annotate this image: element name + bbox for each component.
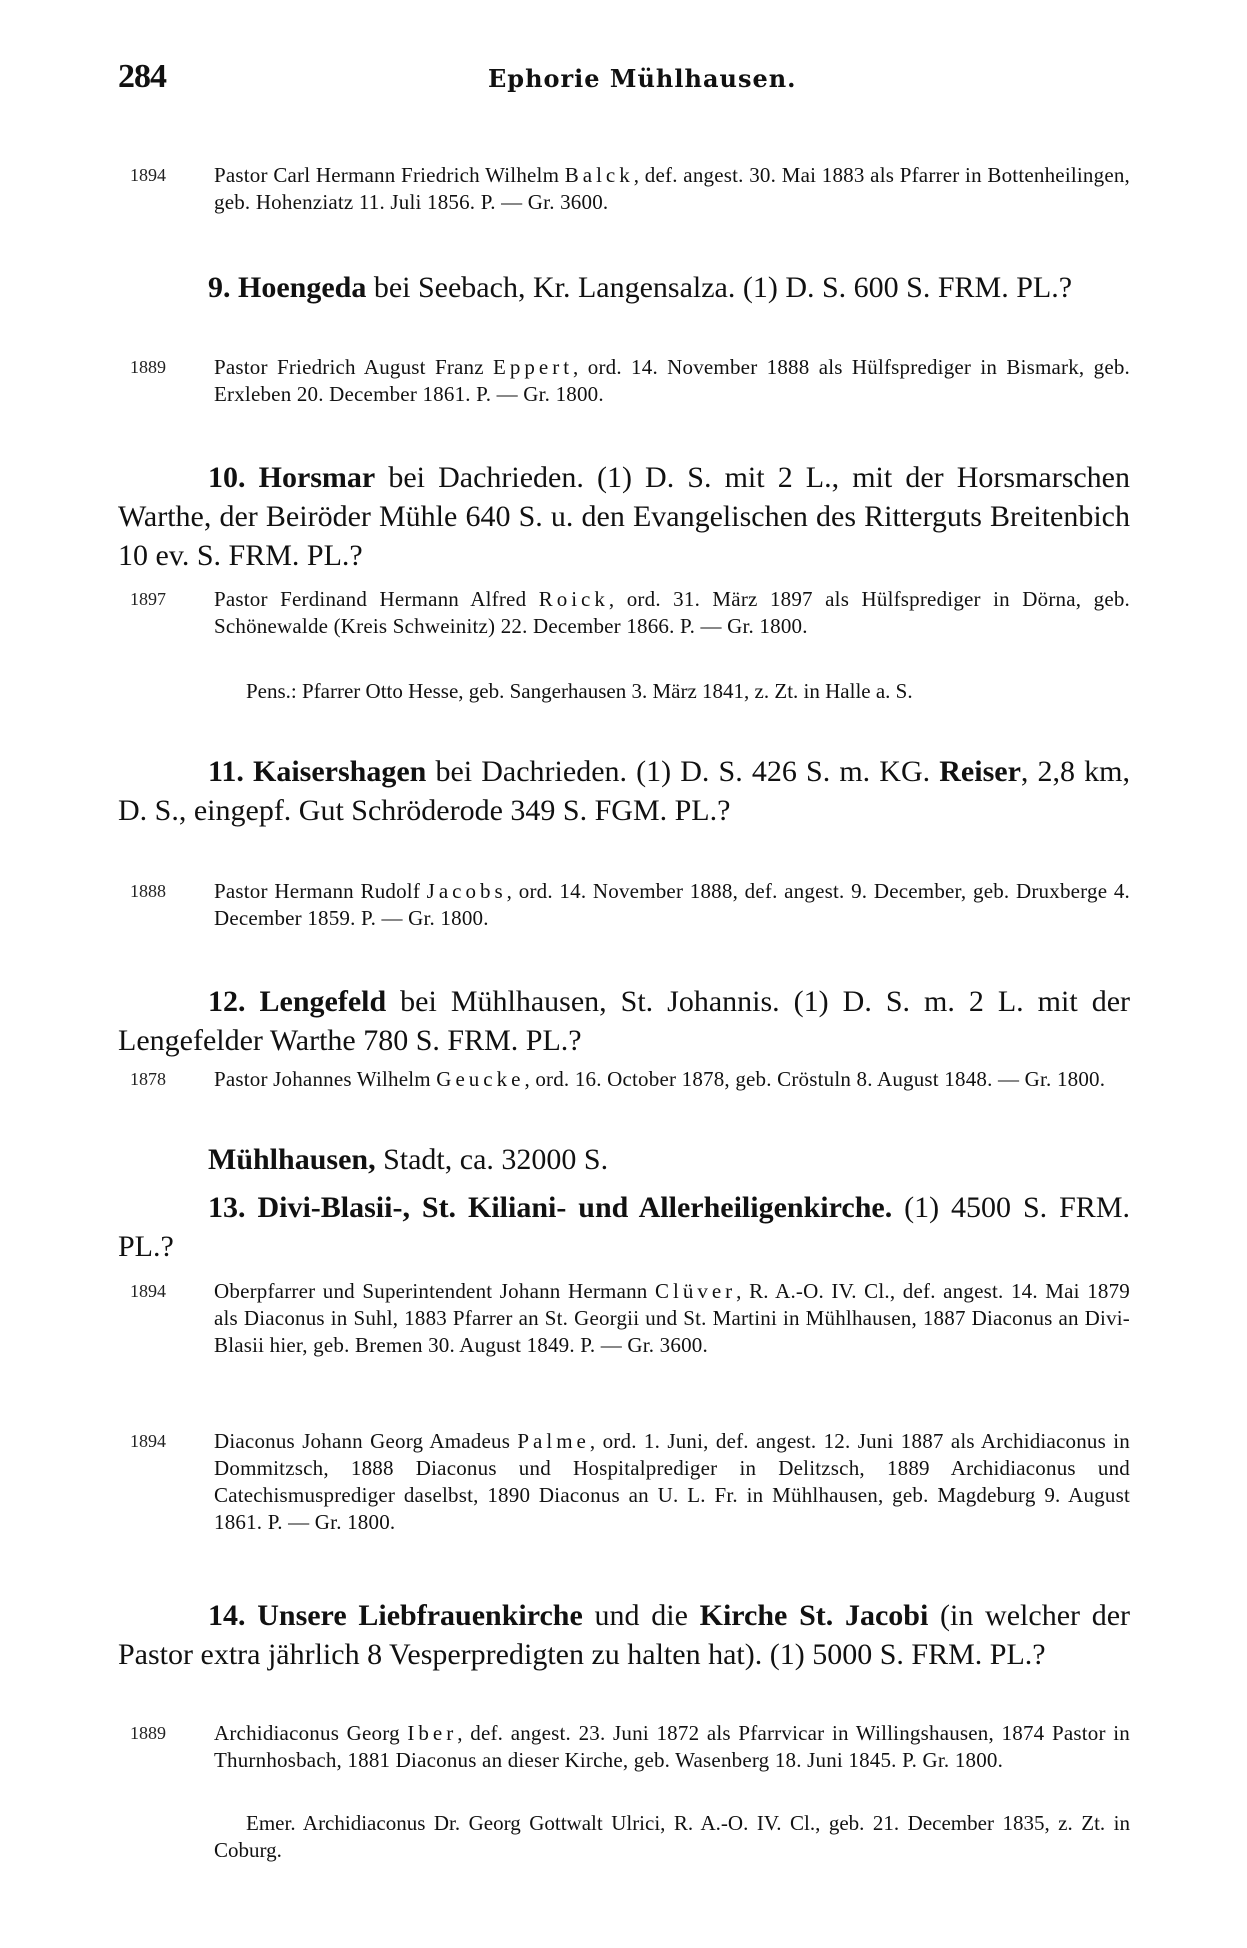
parish-name: Divi-Blasii-, St. Kiliani- und Allerheiligenkirche. (257, 1191, 893, 1224)
parish-heading (118, 1596, 1130, 1674)
clergy-name: Geucke (436, 1067, 525, 1091)
parish-name: Unsere Liebfrauenkirche (257, 1599, 583, 1632)
entry-year: 1878 (130, 1069, 166, 1089)
parish-number: 14. (208, 1599, 246, 1632)
clergy-name: Ulrici (611, 1811, 661, 1835)
entry-year: 1889 (130, 357, 166, 377)
city-description: Stadt, ca. 32000 S. (375, 1143, 609, 1176)
parish-heading (118, 752, 1130, 830)
entry-year: 1894 (130, 1431, 166, 1451)
parish-number: 13. (208, 1191, 246, 1224)
entry-text: Oberpfarrer und Superintendent Johann Hermann Clüver, R. A.-O. IV. Cl., def. angest. 14. Mai 1879 als Diaconus in Suhl, 1883 Pfarrer an St. Georgii und St. Martini in Mühlhausen, 1887 Diaconus an Divi-Blasii hier, geb. Bremen 30. August 1849. P. — Gr. 3600. (214, 1279, 1130, 1357)
parish-number: 9. (208, 271, 231, 304)
entry-year: 1897 (130, 589, 166, 609)
clergy-name: Roick (538, 587, 609, 611)
page-number: 284 (118, 58, 166, 95)
clergy-name: Clüver (655, 1279, 737, 1303)
parish-name: Horsmar (258, 461, 376, 494)
city-heading (208, 1140, 608, 1179)
parish-description: bei Dachrieden. (1) D. S. 426 S. m. KG. (426, 755, 940, 788)
parish-heading (118, 982, 1130, 1060)
entry-text: Pastor Hermann Rudolf Jacobs, ord. 14. November 1888, def. angest. 9. December, geb. Druxberge 4. December 1859. P. — Gr. 1800. (214, 879, 1130, 930)
parish-name: Kaisershagen (253, 755, 427, 788)
entry-year: 1894 (130, 165, 166, 185)
clergy-name: Palme (517, 1429, 590, 1453)
clergy-entry (118, 162, 1130, 216)
clergy-entry (118, 354, 1130, 408)
parish-description: bei Seebach, Kr. Langensalza. (1) D. S. 600 S. FRM. PL.? (366, 271, 1073, 304)
page-header (118, 58, 1138, 108)
parish-number: 12. (208, 985, 246, 1018)
parish-description: und die (582, 1599, 700, 1632)
pensioner-note: Pens.: Pfarrer Otto Hesse, geb. Sangerhausen 3. März 1841, z. Zt. in Halle a. S. (246, 679, 913, 703)
parish-heading (118, 458, 1130, 575)
clergy-entry (118, 1428, 1130, 1536)
entry-year: 1889 (130, 1723, 166, 1743)
city-name: Mühlhausen, (208, 1143, 376, 1176)
entry-text: Pastor Friedrich August Franz Eppert, ord. 14. November 1888 als Hülfsprediger in Bismark, geb. Erxleben 20. December 1861. P. — Gr. 1800. (214, 355, 1131, 406)
clergy-entry (118, 1720, 1130, 1774)
clergy-name: Hesse (408, 679, 459, 703)
clergy-entry (118, 878, 1130, 932)
entry-year: 1888 (130, 881, 166, 901)
entry-text: Pastor Johannes Wilhelm Geucke, ord. 16. October 1878, geb. Cröstuln 8. August 1848. — Gr. 1800. (214, 1067, 1106, 1091)
parish-name: Lengefeld (259, 985, 387, 1018)
parish-description: , 2,8 km, D. S., eingepf. Gut Schröderode 349 S. FGM. PL.? (118, 755, 1130, 827)
clergy-entry (118, 1278, 1130, 1359)
parish-description: (in welcher der Pastor extra jährlich 8 Vesperpredigten zu halten hat). (1) 5000 S. FRM. PL.? (118, 1599, 1131, 1671)
parish-heading (118, 268, 1130, 307)
parish-heading (118, 1188, 1130, 1266)
parish-name-secondary: Reiser (939, 755, 1021, 788)
entry-text: Pastor Ferdinand Hermann Alfred Roick, ord. 31. März 1897 als Hülfsprediger in Dörna, geb. Schönewalde (Kreis Schweinitz) 22. December 1866. P. — Gr. 1800. (214, 587, 1130, 638)
clergy-name: Balck (564, 163, 634, 187)
clergy-entry (118, 586, 1130, 640)
entry-text: Diaconus Johann Georg Amadeus Palme, ord. 1. Juni, def. angest. 12. Juni 1887 als Archidiaconus in Dommitzsch, 1888 Diaconus und Hospitalprediger in Delitzsch, 1889 Archidiaconus und Catechismusprediger daselbst, 1890 Diaconus an U. L. Fr. in Mühlhausen, geb. Magdeburg 9. August 1861. P. — Gr. 1800. (214, 1429, 1130, 1534)
entry-text: Archidiaconus Georg Iber, def. angest. 23. Juni 1872 als Pfarrvicar in Willingshausen, 1874 Pastor in Thurnhosbach, 1881 Diaconus an dieser Kirche, geb. Wasenberg 18. Juni 1845. P. Gr. 1800. (214, 1721, 1130, 1772)
parish-number: 11. (208, 755, 244, 788)
running-head: Ephorie Mühlhausen. (488, 64, 797, 93)
clergy-name: Eppert (493, 355, 574, 379)
parish-description: (1) 4500 S. FRM. PL.? (118, 1191, 1130, 1263)
parish-name-secondary: Kirche St. Jacobi (699, 1599, 929, 1632)
emeritus-note: Emer. Archidiaconus Dr. Georg Gottwalt Ulrici, R. A.-O. IV. Cl., geb. 21. December 1835, z. Zt. in Coburg. (214, 1811, 1130, 1862)
clergy-name: Iber (407, 1721, 458, 1745)
clergy-name: Jacobs (426, 879, 507, 903)
parish-name: Hoengeda (238, 271, 367, 304)
entry-year: 1894 (130, 1281, 166, 1301)
entry-text: Pastor Carl Hermann Friedrich Wilhelm Balck, def. angest. 30. Mai 1883 als Pfarrer in Bottenheilingen, geb. Hohenziatz 11. Juli 1856. P. — Gr. 3600. (214, 163, 1130, 214)
clergy-entry (118, 1066, 1130, 1093)
parish-description: bei Mühlhausen, St. Johannis. (1) D. S. m. 2 L. mit der Lengefelder Warthe 780 S. FRM. PL.? (118, 985, 1131, 1057)
parish-description: bei Dachrieden. (1) D. S. mit 2 L., mit der Horsmarschen Warthe, der Beiröder Mühle 640 S. u. den Evangelischen des Ritterguts Breitenbich 10 ev. S. FRM. PL.? (118, 461, 1131, 572)
parish-number: 10. (208, 461, 246, 494)
